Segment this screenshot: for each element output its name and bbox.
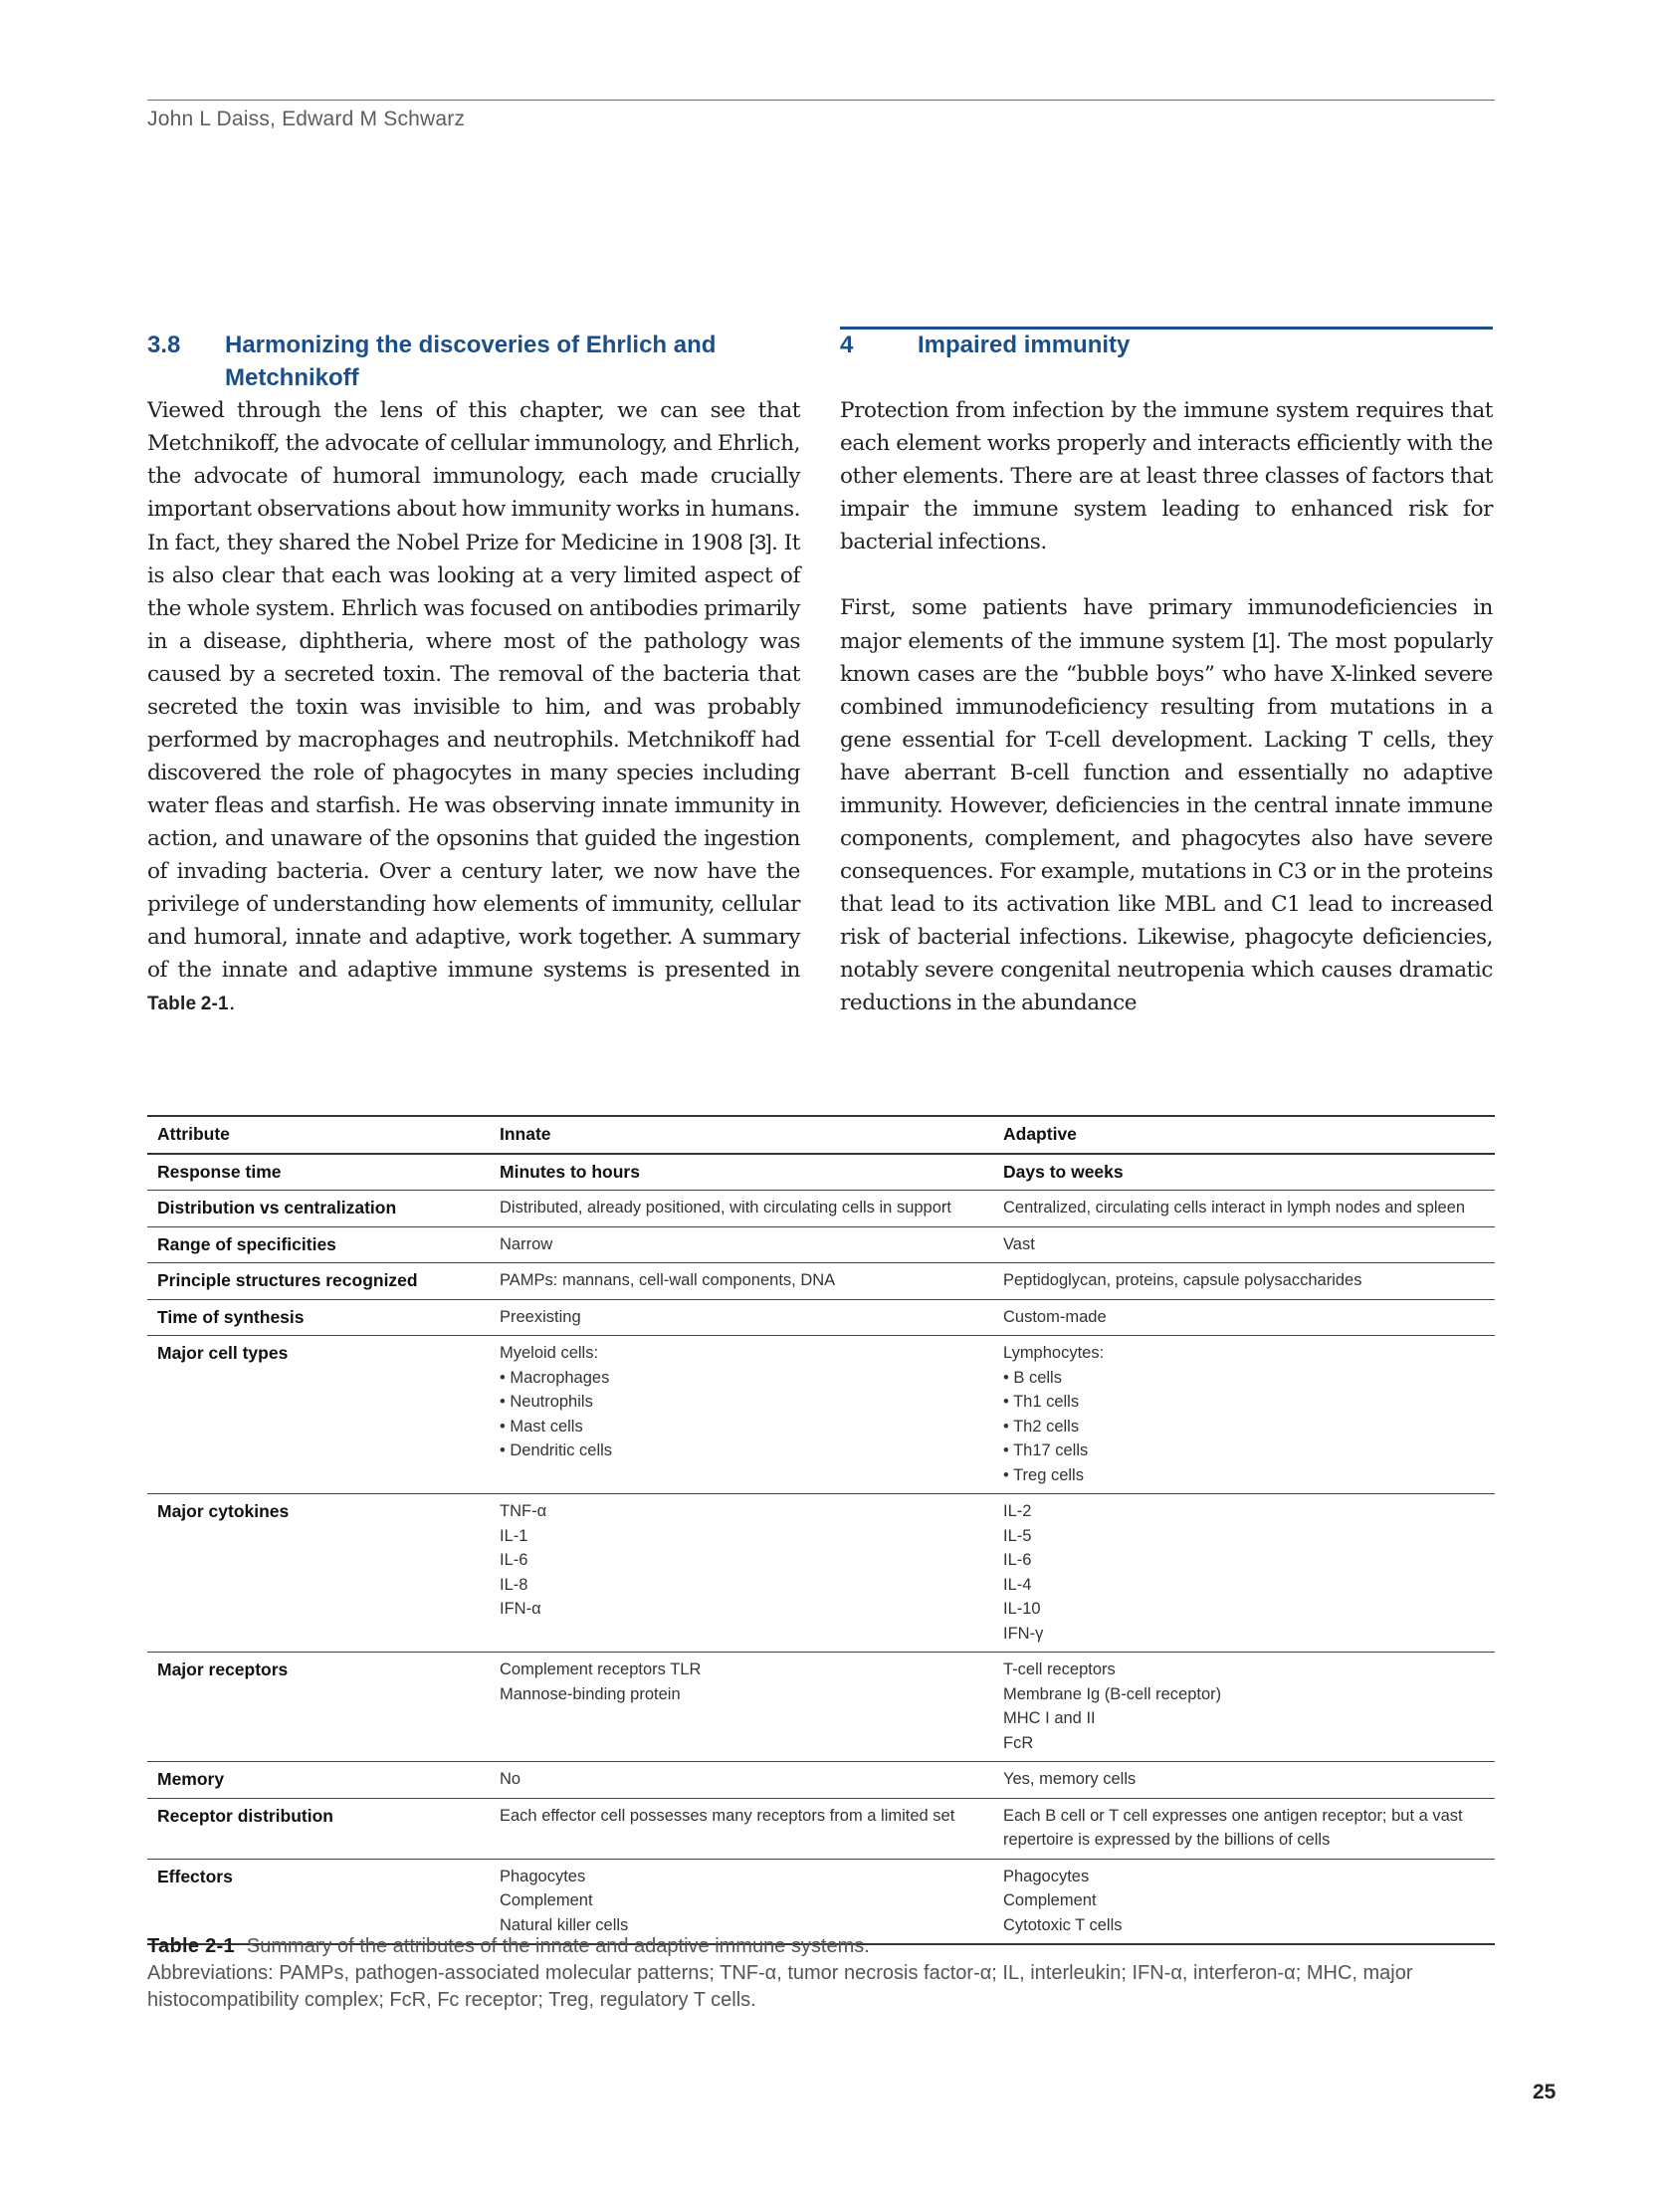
adaptive-cell [993,1798,1495,1859]
innate-cell [490,1154,993,1191]
innate-cell [490,1263,993,1300]
body-paragraph [147,394,800,1020]
innate-cell-line: Myeloid cells: [500,1344,599,1362]
column-header: Innate [500,1124,551,1144]
innate-cell-line: Mannose-binding protein [500,1684,681,1703]
innate-cell [490,1762,993,1799]
table-row [147,1494,1495,1653]
table-reference-link[interactable]: Table 2-1 [147,994,229,1014]
left-column [147,329,800,1020]
caption-title-line [147,1933,1495,1960]
innate-cell-line: IL-6 [500,1551,528,1569]
table-row [147,1299,1495,1336]
body-paragraph: Protection from infection by the immune system requires that each element works properly and interacts efficiently with the other elements. There are at least three classes of factors that impair the immune system leading to enhanced risk for bacterial infections. [840,398,1493,554]
innate-cell-line: • Neutrophils [500,1393,593,1411]
page-number: 25 [1533,2081,1557,2103]
caption-label: Table 2-1 [147,1935,235,1957]
table-row [147,1798,1495,1859]
innate-cell-line: PAMPs: mannans, cell-wall components, DNA [500,1271,836,1289]
innate-cell-line: No [500,1770,521,1788]
adaptive-cell-line: repertoire is expressed by the billions of cells [1003,1831,1331,1849]
innate-cell-line: IFN-α [500,1600,541,1618]
innate-cell-line: Complement [500,1891,593,1909]
section-number: 3.8 [147,332,181,358]
innate-cell [490,1226,993,1263]
adaptive-cell-line: IL-10 [1003,1600,1041,1618]
paragraph-text: First, some patients have primary immunodeficiencies in major elements of the immune system [840,595,1493,654]
adaptive-cell-line: MHC I and II [1003,1709,1096,1727]
adaptive-cell [993,1859,1495,1944]
attribute-cell: Memory [157,1769,225,1789]
innate-cell-line: TNF-α [500,1502,547,1520]
attribute-cell: Principle structures recognized [157,1270,418,1290]
attribute-cell: Major cell types [157,1343,289,1363]
adaptive-cell-line: IL-4 [1003,1575,1032,1594]
citation-link[interactable]: [3] [748,530,772,554]
attribute-cell: Distribution vs centralization [157,1198,397,1217]
adaptive-cell-line: Centralized, circulating cells interact in lymph nodes and spleen [1003,1199,1466,1217]
adaptive-cell-line: IL-5 [1003,1526,1032,1545]
table-row [147,1762,1495,1799]
innate-cell-line: Minutes to hours [500,1161,640,1182]
adaptive-cell-line: IFN-γ [1003,1624,1044,1643]
adaptive-cell-line: • Th17 cells [1003,1441,1089,1459]
right-column [840,329,1493,1019]
adaptive-cell-line: • Treg cells [1003,1465,1084,1484]
table-row [147,1859,1495,1944]
section-heading-4 [840,329,1493,361]
paragraph-text: . The most popularly known cases are the “bubble boys” who have X-linked severe combined immunodeficiency resulting from mutations in a gene essential for T-cell development. Lacking T cells, they have aberrant B-cell function and essentially no adaptive immunity. However, deficiencies in the central innate immune components, complement, and phagocytes also have severe consequences. For example, mutations in C3 or in the proteins that lead to its activation like MBL and C1 lead to increased risk of bacterial infections. Likewise, phagocyte deficiencies, notably severe congenital neutropenia which causes dramatic reductions in the abundance [840,629,1494,1015]
innate-cell-line: • Dendritic cells [500,1441,613,1459]
adaptive-cell-line: Membrane Ig (B-cell receptor) [1003,1684,1222,1703]
innate-cell [490,1336,993,1494]
caption-title: Summary of the attributes of the innate and adaptive immune systems. [246,1935,870,1957]
table-row [147,1263,1495,1300]
adaptive-cell-line: • Th2 cells [1003,1417,1080,1436]
innate-cell-line: Natural killer cells [500,1915,629,1934]
section-heading-3-8 [147,329,800,394]
section-number: 4 [840,332,854,358]
adaptive-cell [993,1191,1495,1227]
running-head: John L Daiss, Edward M Schwarz [147,108,466,130]
table-row [147,1191,1495,1227]
adaptive-cell-line: Cytotoxic T cells [1003,1915,1123,1934]
innate-cell-line: • Mast cells [500,1417,583,1436]
table-row [147,1336,1495,1494]
section-title: Impaired immunity [918,332,1131,358]
attribute-cell: Receptor distribution [157,1805,333,1826]
table-header-row [147,1116,1495,1154]
adaptive-cell-line: T-cell receptors [1003,1660,1116,1678]
attribute-cell: Major receptors [157,1659,289,1679]
innate-cell-line: IL-8 [500,1575,528,1594]
innate-cell [490,1299,993,1336]
attribute-cell: Major cytokines [157,1501,290,1521]
innate-cell-line: Preexisting [500,1307,581,1326]
adaptive-cell-line: Peptidoglycan, proteins, capsule polysaccharides [1003,1271,1362,1289]
adaptive-cell [993,1494,1495,1653]
table-caption [147,1933,1495,2014]
innate-cell [490,1653,993,1762]
adaptive-cell-line: Each B cell or T cell expresses one antigen receptor; but a vast [1003,1806,1463,1825]
innate-cell-line: IL-1 [500,1526,528,1545]
table-row [147,1154,1495,1191]
innate-cell [490,1494,993,1653]
paragraph-text: Viewed through the lens of this chapter, we can see that Metchnikoff, the advocate of cellular immunology, and Ehrlich, the advocate of humoral immunology, each made crucially important observations about how immunity works in humans. In fact, they shared the Nobel Prize for Medicine in 1908 [147,398,800,555]
adaptive-cell [993,1336,1495,1494]
table-body [147,1154,1495,1945]
innate-cell [490,1859,993,1944]
adaptive-cell-line: • Th1 cells [1003,1393,1080,1411]
innate-cell-line: Each effector cell possesses many receptors from a limited set [500,1806,955,1825]
adaptive-cell-line: Vast [1003,1234,1035,1253]
innate-cell [490,1798,993,1859]
table-row [147,1653,1495,1762]
adaptive-cell [993,1154,1495,1191]
attribute-cell: Response time [157,1161,282,1182]
adaptive-cell [993,1299,1495,1336]
adaptive-cell-line: IL-2 [1003,1502,1032,1520]
paragraph-text: . It is also clear that each was looking at a very limited aspect of the whole system. Ehrlich was focused on antibodies primarily in a disease, diphtheria, where most of the pathology was caused by a secreted toxin. The removal of the bacteria that secreted the toxin was invisible to him, and was probably performed by macrophages and neutrophils. Metchnikoff had discovered the role of phagocytes in many species including water fleas and starfish. He was observing innate immunity in action, and unaware of the opsonins that guided the ingestion of invading bacteria. Over a century later, we now have the privilege of understanding how elements of immunity, cellular and humoral, innate and adaptive, work together. A summary of the innate and adaptive immune systems is presented in [147,531,800,983]
adaptive-cell-line: Phagocytes [1003,1867,1090,1885]
paragraph-text: . [228,991,236,1015]
table-row [147,1226,1495,1263]
adaptive-cell [993,1762,1495,1799]
column-header: Attribute [157,1124,230,1144]
adaptive-cell-line: Custom-made [1003,1307,1107,1326]
adaptive-cell [993,1263,1495,1300]
citation-link[interactable]: [1] [1252,628,1275,653]
innate-cell-line: Complement receptors TLR [500,1660,702,1678]
innate-cell-line: • Macrophages [500,1368,610,1387]
adaptive-cell-line: Days to weeks [1003,1161,1124,1182]
adaptive-cell-line: Yes, memory cells [1003,1770,1137,1788]
innate-cell-line: Distributed, already positioned, with circulating cells in support [500,1199,951,1217]
attribute-cell: Time of synthesis [157,1306,305,1327]
adaptive-cell-line: Lymphocytes: [1003,1344,1105,1362]
innate-cell-line: Narrow [500,1234,553,1253]
summary-table [147,1115,1495,1945]
adaptive-cell-line: IL-6 [1003,1551,1032,1569]
attribute-cell: Effectors [157,1866,233,1886]
innate-cell-line: Phagocytes [500,1867,586,1885]
adaptive-cell [993,1653,1495,1762]
attribute-cell: Range of specificities [157,1233,336,1254]
body-paragraph [840,591,1493,1019]
adaptive-cell-line: • B cells [1003,1368,1062,1387]
adaptive-cell [993,1226,1495,1263]
innate-cell [490,1191,993,1227]
column-header: Adaptive [1003,1124,1077,1144]
header-rule [147,100,1495,101]
summary-table-container [147,1115,1495,1945]
adaptive-cell-line: FcR [1003,1733,1034,1752]
caption-abbreviations: Abbreviations: PAMPs, pathogen-associated molecular patterns; TNF-α, tumor necrosis factor-α; IL, interleukin; IFN-α, interferon-α; MHC, major histocompatibility complex; FcR, Fc receptor; Treg, regulatory T cells. [147,1962,1413,2011]
section-title: Harmonizing the discoveries of Ehrlich and Metchnikoff [225,332,717,391]
adaptive-cell-line: Complement [1003,1891,1097,1909]
